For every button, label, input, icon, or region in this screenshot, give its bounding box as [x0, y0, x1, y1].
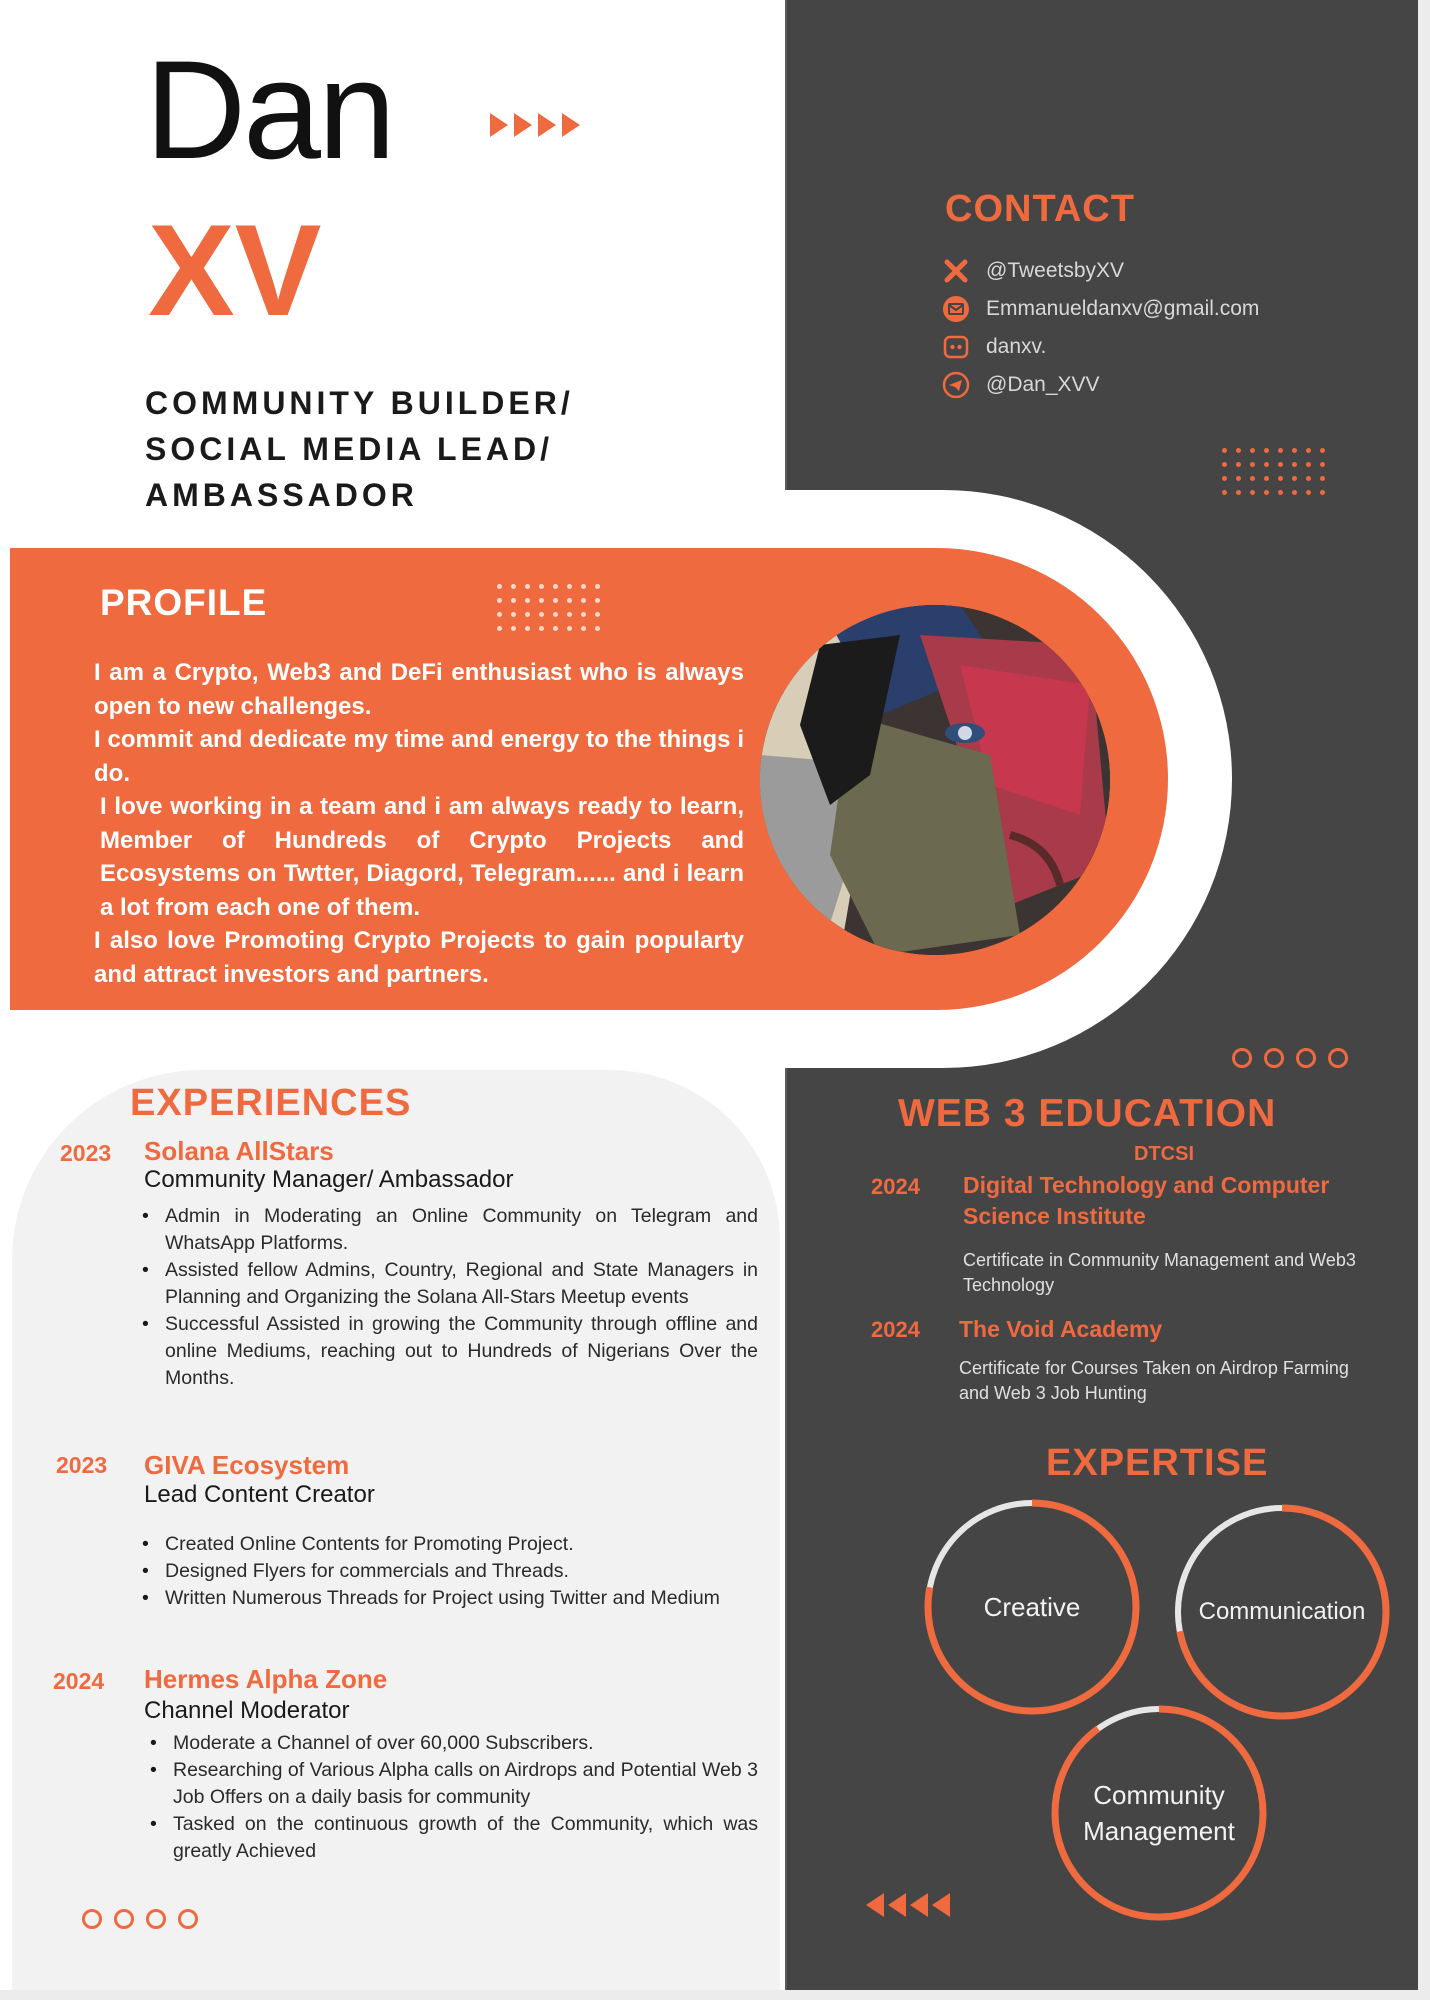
skill-ring-creative — [923, 1498, 1141, 1716]
decorative-dot — [553, 612, 558, 617]
arrow-left-icon — [910, 1893, 928, 1917]
decorative-dot — [1320, 490, 1325, 495]
decorative-dot — [511, 598, 516, 603]
experience-bullet: • Tasked on the continuous growth of the Community, which was greatly Achieved — [138, 1811, 758, 1865]
decorative-dot — [567, 584, 572, 589]
experience-bullet: • Created Online Contents for Promoting Project. — [130, 1531, 758, 1558]
decorative-dot — [1236, 462, 1241, 467]
decorative-ring — [1328, 1048, 1348, 1068]
decorative-dot — [595, 612, 600, 617]
decorative-ring — [1264, 1048, 1284, 1068]
experience-bullet: • Admin in Moderating an Online Community on Telegram and WhatsApp Platforms. — [130, 1203, 758, 1257]
decorative-dot — [1278, 448, 1283, 453]
decorative-dot — [497, 584, 502, 589]
decorative-dot — [511, 612, 516, 617]
experience-company: Solana AllStars — [144, 1136, 334, 1166]
arrow-right-icon — [562, 113, 580, 137]
decorative-dot — [595, 598, 600, 603]
education-heading: WEB 3 EDUCATION — [898, 1092, 1277, 1135]
experience-role: Channel Moderator — [144, 1697, 350, 1724]
decorative-dot — [511, 626, 516, 631]
decorative-dot — [497, 598, 502, 603]
contact-twitter-text: @TweetsbyXV — [986, 259, 1125, 282]
experience-year: 2023 — [56, 1452, 108, 1478]
last-name: XV — [148, 197, 322, 343]
contact-telegram-text: @Dan_XVV — [986, 373, 1100, 396]
decorative-dots — [497, 584, 600, 631]
experience-bullets — [130, 1531, 758, 1612]
experience-role: Lead Content Creator — [144, 1481, 375, 1508]
decorative-dot — [567, 612, 572, 617]
decorative-dot — [581, 626, 586, 631]
decorative-dot — [553, 598, 558, 603]
skill-label: Community Management — [1083, 1780, 1235, 1846]
skill-ring-communication — [1173, 1503, 1391, 1721]
decorative-dot — [553, 626, 558, 631]
experience-role: Community Manager/ Ambassador — [144, 1166, 514, 1193]
decorative-dot — [567, 598, 572, 603]
education-description: Certificate for Courses Taken on Airdrop Farming and Web 3 Job Hunting — [959, 1358, 1349, 1403]
decorative-dot — [525, 584, 530, 589]
contact-discord[interactable] — [942, 328, 1259, 366]
decorative-dot — [1264, 490, 1269, 495]
decorative-dot — [1292, 476, 1297, 481]
decorative-dot — [567, 626, 572, 631]
profile-paragraph: I love working in a team and i am always ready to learn, Member of Hundreds of Crypto Projects and Ecosystems on Twtter, Diagord, Telegram...... and i learn a lot from each one of them. — [100, 793, 744, 921]
decorative-ring — [114, 1909, 134, 1929]
decorative-dot — [1236, 476, 1241, 481]
experience-bullet: • Designed Flyers for commercials and Threads. — [130, 1558, 758, 1585]
decorative-ring — [146, 1909, 166, 1929]
decorative-dot — [539, 612, 544, 617]
profile-photo — [760, 605, 1110, 955]
experience-company: GIVA Ecosystem — [144, 1450, 350, 1480]
experience-bullet: • Assisted fellow Admins, Country, Regional and State Managers in Planning and Organizing the Solana All-Stars Meetup events — [130, 1257, 758, 1311]
decorative-dot — [1320, 462, 1325, 467]
decorative-dot — [595, 584, 600, 589]
decorative-dot — [1264, 476, 1269, 481]
arrow-left-icon — [888, 1893, 906, 1917]
experience-bullet: • Moderate a Channel of over 60,000 Subscribers. — [138, 1730, 758, 1757]
arrow-right-icon — [514, 113, 532, 137]
education-institution: The Void Academy — [959, 1316, 1163, 1342]
decorative-dot — [1292, 448, 1297, 453]
decorative-dot — [1278, 462, 1283, 467]
decorative-dot — [539, 584, 544, 589]
decorative-dot — [1320, 448, 1325, 453]
decorative-dot — [1236, 490, 1241, 495]
decorative-dot — [1264, 462, 1269, 467]
education-year: 2024 — [871, 1317, 920, 1342]
decorative-dot — [1222, 490, 1227, 495]
education-year: 2024 — [871, 1174, 920, 1199]
experience-bullet: • Written Numerous Threads for Project using Twitter and Medium — [130, 1585, 758, 1612]
contact-list — [942, 252, 1259, 404]
decorative-dot — [1222, 476, 1227, 481]
decorative-rings — [1232, 1048, 1348, 1068]
decorative-dot — [581, 598, 586, 603]
contact-email-text: Emmanueldanxv@gmail.com — [986, 297, 1260, 320]
experience-bullets — [138, 1730, 758, 1865]
contact-telegram[interactable] — [942, 366, 1259, 404]
experience-company: Hermes Alpha Zone — [144, 1664, 388, 1694]
decorative-dot — [1292, 462, 1297, 467]
decorative-dot — [525, 626, 530, 631]
education-subtitle: DTCSI — [1134, 1143, 1194, 1165]
decorative-dot — [553, 584, 558, 589]
decorative-dot — [497, 626, 502, 631]
decorative-dot — [1236, 448, 1241, 453]
arrow-right-icon — [490, 113, 508, 137]
telegram-icon — [942, 371, 970, 399]
decorative-dot — [1250, 490, 1255, 495]
profile-paragraph: I am a Crypto, Web3 and DeFi enthusiast who is always open to new challenges. — [94, 659, 744, 720]
first-name: Dan — [145, 31, 393, 188]
profile-paragraph: I commit and dedicate my time and energy to the things i do. — [94, 726, 744, 787]
decorative-ring — [1296, 1048, 1316, 1068]
job-title-line: SOCIAL MEDIA LEAD/ — [145, 431, 554, 467]
experience-year: 2023 — [60, 1140, 112, 1166]
contact-twitter[interactable] — [942, 252, 1259, 290]
contact-heading: CONTACT — [945, 188, 1135, 230]
decorative-dot — [1250, 462, 1255, 467]
decorative-dot — [525, 612, 530, 617]
x-twitter-icon — [942, 257, 970, 285]
contact-discord-text: danxv. — [986, 335, 1047, 358]
experience-year: 2024 — [53, 1668, 105, 1694]
decorative-dot — [1222, 462, 1227, 467]
decorative-dot — [525, 598, 530, 603]
experience-bullet: • Researching of Various Alpha calls on Airdrops and Potential Web 3 Job Offers on a daily basis for community — [138, 1757, 758, 1811]
decorative-dot — [581, 612, 586, 617]
decorative-dot — [1306, 448, 1311, 453]
discord-icon — [942, 333, 970, 361]
decorative-dot — [539, 598, 544, 603]
decorative-ring — [178, 1909, 198, 1929]
decorative-dot — [1306, 490, 1311, 495]
decorative-arrows-right — [490, 113, 580, 137]
profile-heading: PROFILE — [100, 582, 268, 623]
profile-paragraph: I also love Promoting Crypto Projects to gain popularty and attract investors and partners. — [94, 927, 744, 988]
decorative-dot — [1306, 476, 1311, 481]
skill-ring-community-management — [1050, 1704, 1268, 1922]
arrow-left-icon — [932, 1893, 950, 1917]
job-title-line: COMMUNITY BUILDER/ — [145, 385, 574, 421]
contact-email[interactable] — [942, 290, 1259, 328]
decorative-dot — [1306, 462, 1311, 467]
decorative-dot — [1278, 476, 1283, 481]
job-title — [145, 380, 574, 518]
expertise-heading: EXPERTISE — [1046, 1442, 1269, 1484]
decorative-dot — [581, 584, 586, 589]
decorative-dot — [1250, 448, 1255, 453]
decorative-dot — [539, 626, 544, 631]
job-title-line: AMBASSADOR — [145, 477, 418, 513]
skill-label: Communication — [1198, 1598, 1366, 1625]
decorative-dot — [511, 584, 516, 589]
experience-bullets — [130, 1203, 758, 1392]
decorative-ring — [82, 1909, 102, 1929]
decorative-arrows-left — [866, 1893, 950, 1917]
decorative-dot — [1320, 476, 1325, 481]
skill-label: Creative — [983, 1592, 1081, 1622]
decorative-dot — [595, 626, 600, 631]
decorative-dots — [1222, 448, 1325, 495]
profile-summary — [94, 656, 744, 991]
decorative-dot — [1222, 448, 1227, 453]
decorative-ring — [1232, 1048, 1252, 1068]
decorative-dot — [1250, 476, 1255, 481]
experiences-heading: EXPERIENCES — [130, 1082, 412, 1124]
arrow-right-icon — [538, 113, 556, 137]
email-icon — [942, 295, 970, 323]
decorative-dot — [1278, 490, 1283, 495]
education-institution: Digital Technology and Computer Science Institute — [963, 1172, 1330, 1229]
decorative-dot — [1292, 490, 1297, 495]
decorative-dot — [1264, 448, 1269, 453]
decorative-dot — [497, 612, 502, 617]
experience-bullet: • Successful Assisted in growing the Community through offline and online Mediums, reaching out to Hundreds of Nigerians Over the Months. — [130, 1311, 758, 1392]
decorative-rings — [82, 1909, 198, 1929]
education-description: Certificate in Community Management and Web3 Technology — [963, 1250, 1356, 1295]
arrow-left-icon — [866, 1893, 884, 1917]
